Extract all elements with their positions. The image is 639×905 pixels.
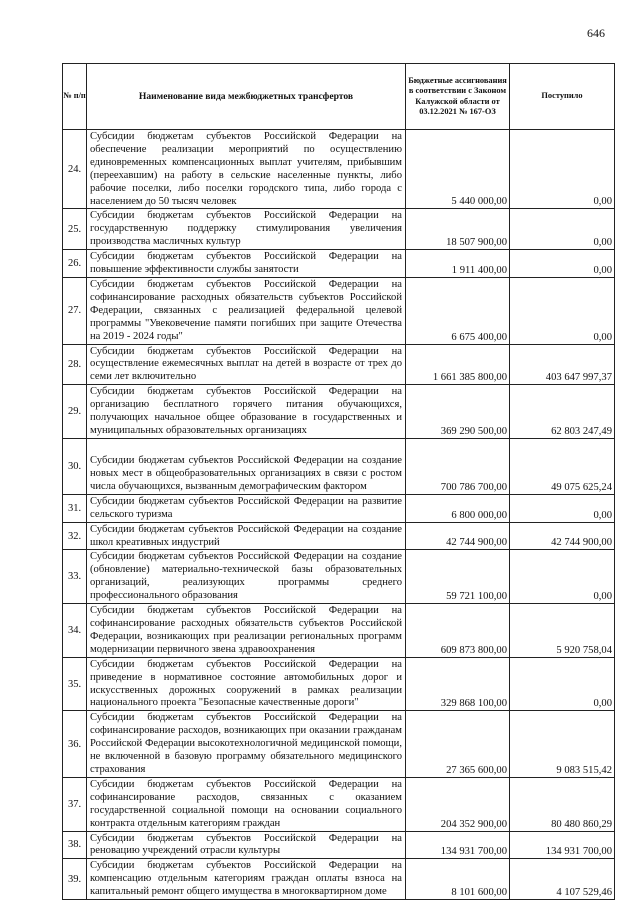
- row-received: 5 920 758,04: [510, 604, 615, 658]
- table-row: [63, 494, 615, 522]
- row-allocated: 204 352 900,00: [406, 777, 510, 831]
- row-allocated: 5 440 000,00: [406, 130, 510, 209]
- table-row: [63, 604, 615, 658]
- table-row: [63, 209, 615, 250]
- row-description: Субсидии бюджетам субъектов Российской Федерации на организацию бесплатного горячего питания обучающихся, получающих начальное общее образование в государственных и муниципальных образовательных организациях: [87, 385, 406, 439]
- row-allocated: 609 873 800,00: [406, 604, 510, 658]
- header-name: Наименование вида межбюджетных трансфертов: [87, 64, 406, 130]
- row-received: 0,00: [510, 209, 615, 250]
- row-received: 9 083 515,42: [510, 711, 615, 778]
- row-description: Субсидии бюджетам субъектов Российской Федерации на приведение в нормативное состояние автомобильных дорог и искусственных дорожных сооружений в рамках реализации национального проекта "Безопасные качественные дороги": [87, 657, 406, 711]
- header-allocations: Бюджетные ассигнования в соответствии с Законом Калужской области от 03.12.2021 № 167-ОЗ: [406, 64, 510, 130]
- table-row: [63, 550, 615, 604]
- row-received: 134 931 700,00: [510, 831, 615, 859]
- header-num: № п/п: [63, 64, 87, 130]
- row-allocated: 134 931 700,00: [406, 831, 510, 859]
- row-received: 0,00: [510, 657, 615, 711]
- row-number: 29.: [63, 385, 87, 439]
- table-row: [63, 130, 615, 209]
- row-description: Субсидии бюджетам субъектов Российской Федерации на софинансирование расходов, связанных с оказанием государственной социальной помощи на основании социального контракта отдельным категориям граждан: [87, 777, 406, 831]
- row-allocated: 42 744 900,00: [406, 522, 510, 550]
- row-number: 39.: [63, 859, 87, 900]
- table-header-row: [63, 64, 615, 130]
- row-number: 37.: [63, 777, 87, 831]
- row-number: 36.: [63, 711, 87, 778]
- table-row: [63, 711, 615, 778]
- table-row: [63, 385, 615, 439]
- row-number: 27.: [63, 277, 87, 344]
- row-received: 0,00: [510, 250, 615, 278]
- row-description: Субсидии бюджетам субъектов Российской Федерации на софинансирование расходных обязательств субъектов Российской Федерации, возникающих при реализации региональных программ модернизации первичного звена здравоохранения: [87, 604, 406, 658]
- table-row: [63, 831, 615, 859]
- table-row: [63, 522, 615, 550]
- row-received: 62 803 247,49: [510, 385, 615, 439]
- table-row: [63, 777, 615, 831]
- row-description: Субсидии бюджетам субъектов Российской Федерации на развитие сельского туризма: [87, 494, 406, 522]
- row-received: 0,00: [510, 494, 615, 522]
- page-number: 646: [587, 26, 605, 40]
- table-row: [63, 277, 615, 344]
- row-number: 31.: [63, 494, 87, 522]
- row-allocated: 1 661 385 800,00: [406, 344, 510, 385]
- row-description: Субсидии бюджетам субъектов Российской Федерации на государственную поддержку стимулирования увеличения производства масличных культур: [87, 209, 406, 250]
- row-allocated: 369 290 500,00: [406, 385, 510, 439]
- row-description: Субсидии бюджетам субъектов Российской Федерации на софинансирование расходов, возникающих при оказании гражданам Российской Федерации высокотехнологичной медицинской помощи, не включенной в базовую программу обязательного медицинского страхования: [87, 711, 406, 778]
- row-allocated: 27 365 600,00: [406, 711, 510, 778]
- row-allocated: 8 101 600,00: [406, 859, 510, 900]
- table-row: [63, 859, 615, 900]
- row-received: 4 107 529,46: [510, 859, 615, 900]
- row-number: 32.: [63, 522, 87, 550]
- row-description: Субсидии бюджетам субъектов Российской Федерации на создание школ креативных индустрий: [87, 522, 406, 550]
- row-number: 30.: [63, 438, 87, 494]
- table-row: [63, 250, 615, 278]
- row-received: 49 075 625,24: [510, 438, 615, 494]
- row-number: 34.: [63, 604, 87, 658]
- row-allocated: 329 868 100,00: [406, 657, 510, 711]
- header-received: Поступило: [510, 64, 615, 130]
- row-description: Субсидии бюджетам субъектов Российской Федерации на компенсацию отдельным категориям граждан оплаты взноса на капитальный ремонт общего имущества в многоквартирном доме: [87, 859, 406, 900]
- row-description: Субсидии бюджетам субъектов Российской Федерации на обеспечение реализации мероприятий по осуществлению единовременных компенсационных выплат учителям, прибывшим (переехавшим) на работу в сельские населенные пункты, либо рабочие поселки, либо поселки городского типа, либо города с населением до 50 тысяч человек: [87, 130, 406, 209]
- row-allocated: 1 911 400,00: [406, 250, 510, 278]
- row-received: 403 647 997,37: [510, 344, 615, 385]
- table-row: [63, 344, 615, 385]
- row-description: Субсидии бюджетам субъектов Российской Федерации на создание (обновление) материально-технической базы образовательных организаций, реализующих программы среднего профессионального образования: [87, 550, 406, 604]
- row-description: Субсидии бюджетам субъектов Российской Федерации на реновацию учреждений отрасли культуры: [87, 831, 406, 859]
- row-number: 24.: [63, 130, 87, 209]
- row-description: Субсидии бюджетам субъектов Российской Федерации на софинансирование расходных обязательств субъектов Российской Федерации, связанных с реализацией федеральной целевой программы "Увековечение памяти погибших при защите Отечества на 2019 - 2024 годы": [87, 277, 406, 344]
- row-received: 80 480 860,29: [510, 777, 615, 831]
- row-description: Субсидии бюджетам субъектов Российской Федерации на повышение эффективности службы занятости: [87, 250, 406, 278]
- row-received: 42 744 900,00: [510, 522, 615, 550]
- row-number: 33.: [63, 550, 87, 604]
- transfers-table: [62, 63, 615, 900]
- table-row: [63, 438, 615, 494]
- row-received: 0,00: [510, 277, 615, 344]
- row-allocated: 59 721 100,00: [406, 550, 510, 604]
- row-received: 0,00: [510, 130, 615, 209]
- row-description: Субсидии бюджетам субъектов Российской Федерации на осуществление ежемесячных выплат на детей в возрасте от трех до семи лет включительно: [87, 344, 406, 385]
- row-number: 26.: [63, 250, 87, 278]
- row-allocated: 6 800 000,00: [406, 494, 510, 522]
- row-allocated: 700 786 700,00: [406, 438, 510, 494]
- row-allocated: 6 675 400,00: [406, 277, 510, 344]
- row-number: 38.: [63, 831, 87, 859]
- row-allocated: 18 507 900,00: [406, 209, 510, 250]
- row-number: 35.: [63, 657, 87, 711]
- row-received: 0,00: [510, 550, 615, 604]
- row-number: 28.: [63, 344, 87, 385]
- row-number: 25.: [63, 209, 87, 250]
- row-description: Субсидии бюджетам субъектов Российской Федерации на создание новых мест в общеобразовательных организациях в связи с ростом числа обучающихся, вызванным демографическим фактором: [87, 438, 406, 494]
- table-row: [63, 657, 615, 711]
